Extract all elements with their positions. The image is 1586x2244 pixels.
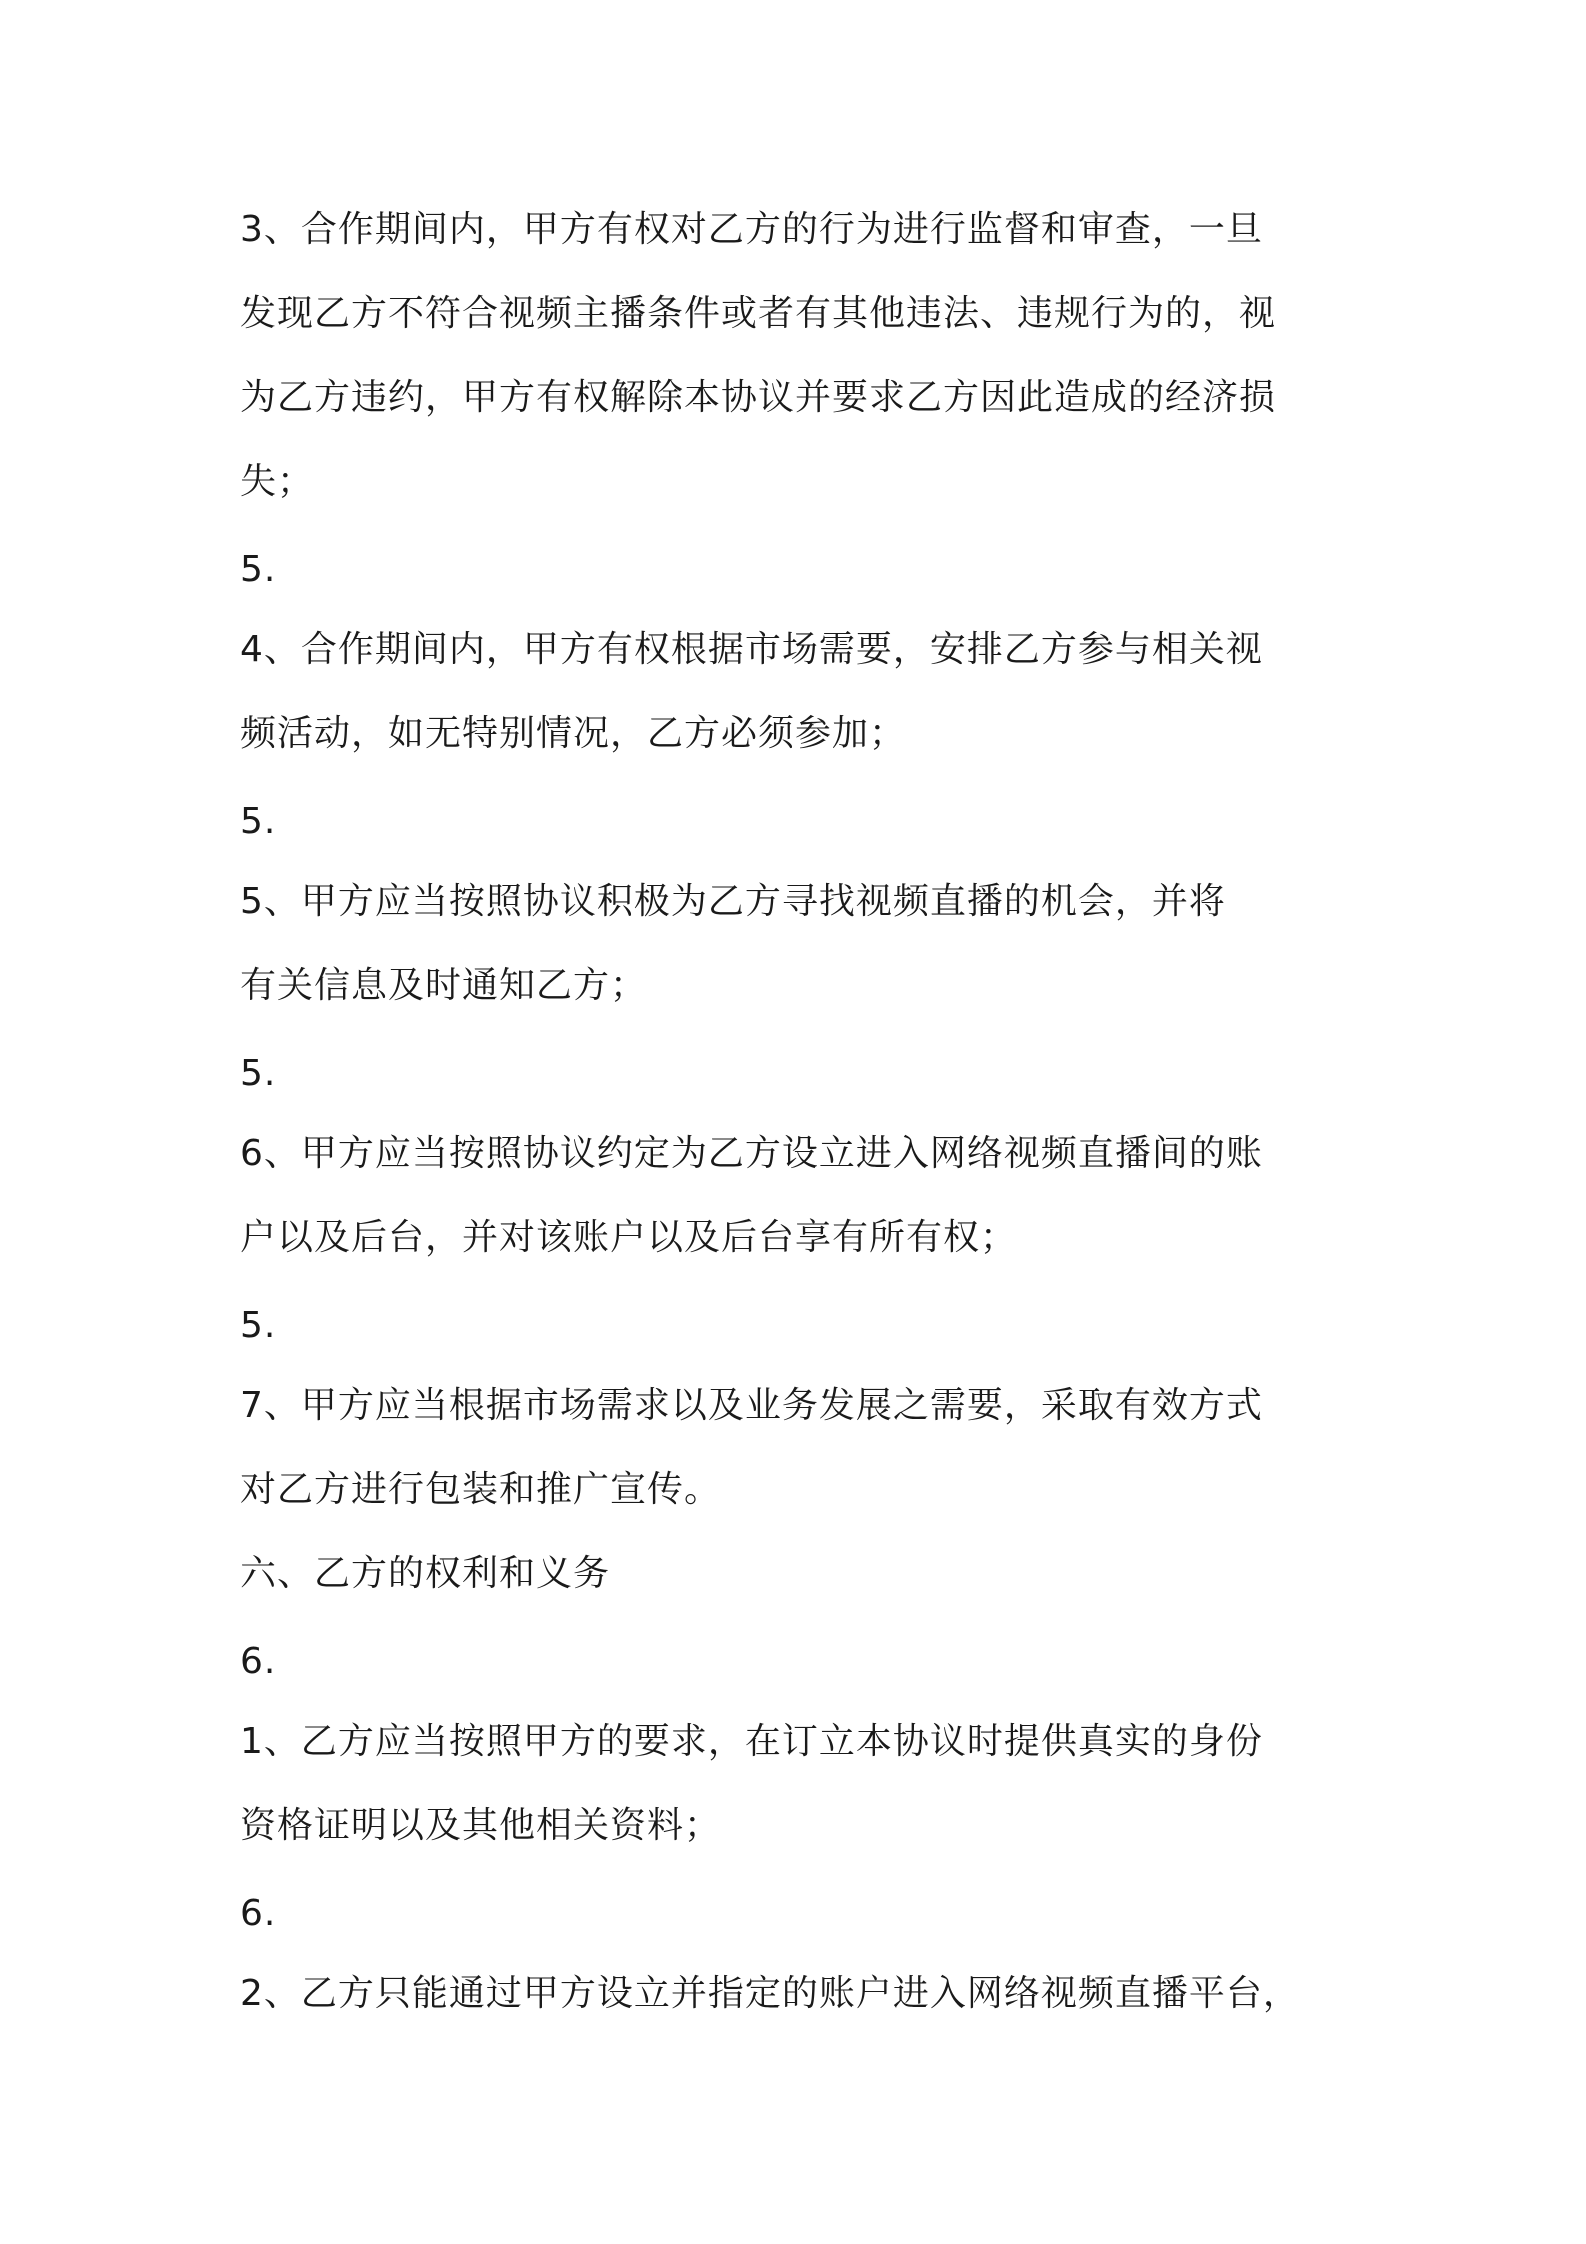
clause-6-line-1: 6、甲方应当按照协议约定为乙方设立进入网络视频直播间的账 [240,1133,1263,1174]
clause-4-line-2: 频活动，如无特别情况，乙方必须参加； [240,713,907,754]
clause-6-1-line-2: 资格证明以及其他相关资料； [240,1805,722,1846]
section-number: 5. [240,801,277,842]
clause-6-line-2: 户以及后台，并对该账户以及后台享有所有权； [240,1217,1018,1258]
clause-4-line-1: 4、合作期间内，甲方有权根据市场需要，安排乙方参与相关视 [240,629,1263,670]
section-number: 5. [240,549,277,590]
section-number: 6. [240,1641,277,1682]
clause-5-line-1: 5、甲方应当按照协议积极为乙方寻找视频直播的机会，并将 [240,881,1226,922]
clause-3-line-3: 为乙方违约，甲方有权解除本协议并要求乙方因此造成的经济损 [240,377,1277,418]
clause-5-line-2: 有关信息及时通知乙方； [240,965,648,1006]
clause-7-line-1: 7、甲方应当根据市场需求以及业务发展之需要，采取有效方式 [240,1385,1263,1426]
clause-3-line-2: 发现乙方不符合视频主播条件或者有其他违法、违规行为的，视 [240,293,1277,334]
clause-7-line-2: 对乙方进行包装和推广宣传。 [240,1469,722,1510]
section-heading: 六、乙方的权利和义务 [240,1553,611,1594]
clause-6-1-line-1: 1、乙方应当按照甲方的要求，在订立本协议时提供真实的身份 [240,1721,1263,1762]
section-number: 6. [240,1893,277,1934]
clause-3-line-1: 3、合作期间内，甲方有权对乙方的行为进行监督和审查，一旦 [240,209,1263,250]
clause-6-2-line-1: 2、乙方只能通过甲方设立并指定的账户进入网络视频直播平台， [240,1973,1300,2014]
section-number: 5. [240,1053,277,1094]
clause-3-line-4: 失； [240,461,315,502]
section-number: 5. [240,1305,277,1346]
